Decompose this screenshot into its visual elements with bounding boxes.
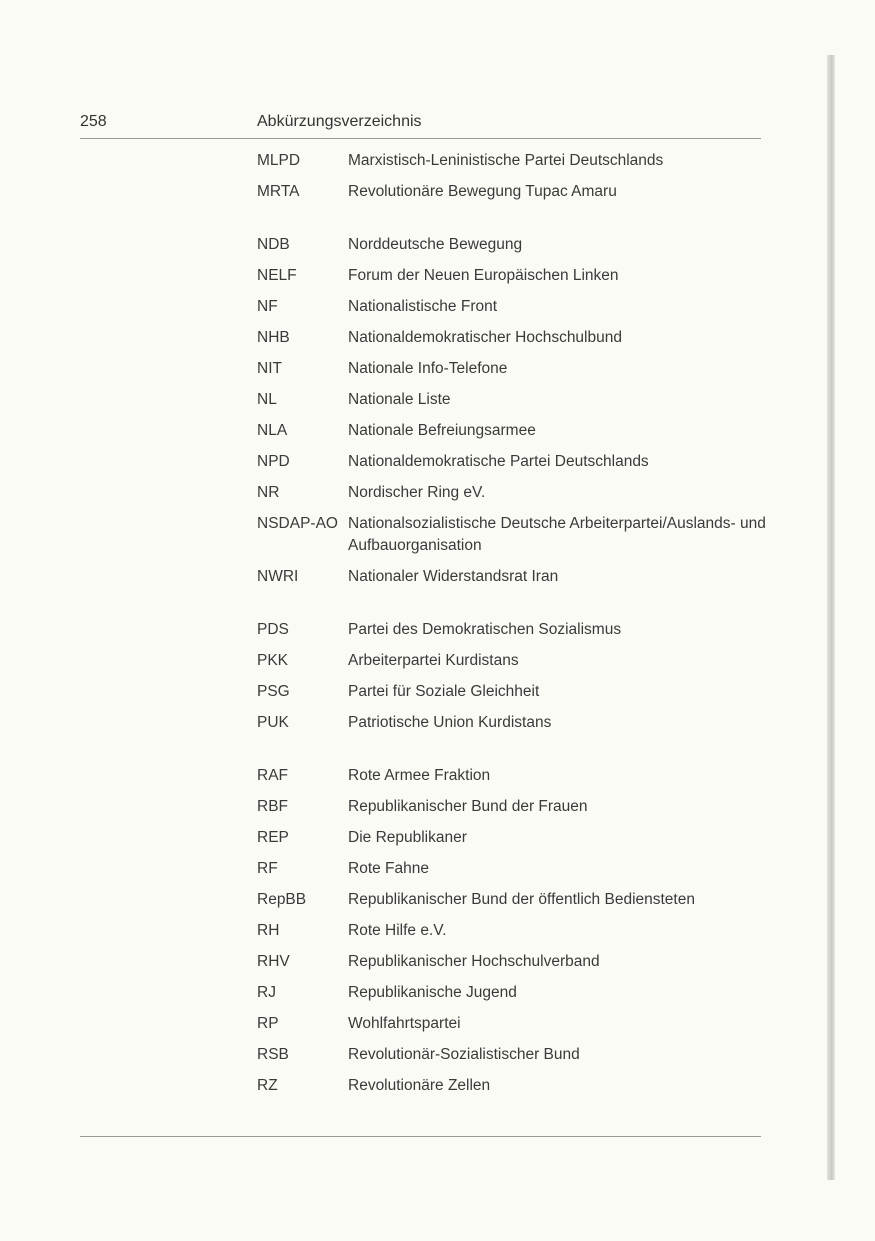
list-item — [257, 650, 777, 672]
definition: Nationaldemokratischer Hochschulbund — [348, 329, 622, 346]
list-item — [257, 181, 777, 203]
definition: Revolutionäre Zellen — [348, 1077, 491, 1094]
abbreviation: NR — [257, 484, 280, 501]
list-item — [257, 765, 777, 787]
definition: Nationalistische Front — [348, 298, 498, 315]
abbreviation: NLA — [257, 422, 288, 439]
definition: Nationale Befreiungsarmee — [348, 422, 536, 439]
abbreviation: PSG — [257, 683, 290, 700]
definition: Nordischer Ring eV. — [348, 484, 486, 501]
abbreviation: MLPD — [257, 152, 301, 169]
definition: Arbeiterpartei Kurdistans — [348, 652, 519, 669]
list-item — [257, 513, 777, 557]
abbreviation: NHB — [257, 329, 290, 346]
page-edge-shadow — [827, 55, 835, 1180]
definition: Republikanischer Bund der öffentlich Bediensteten — [348, 891, 695, 908]
abbreviation: NDB — [257, 236, 290, 253]
list-item — [257, 681, 777, 703]
list-item — [257, 827, 777, 849]
definition: Marxistisch-Leninistische Partei Deutschlands — [348, 152, 664, 169]
list-item — [257, 296, 777, 318]
definition: Revolutionäre Bewegung Tupac Amaru — [348, 183, 617, 200]
list-item — [257, 1013, 777, 1035]
list-item — [257, 889, 777, 911]
running-head: Abkürzungsverzeichnis — [257, 113, 422, 130]
list-item — [257, 327, 777, 349]
definition: Rote Hilfe e.V. — [348, 922, 447, 939]
abbreviation: RJ — [257, 984, 276, 1001]
abbreviation: NF — [257, 298, 278, 315]
definition: Forum der Neuen Europäischen Linken — [348, 267, 619, 284]
list-item — [257, 150, 777, 172]
header-rule — [80, 138, 761, 139]
abbreviation: RF — [257, 860, 278, 877]
list-item — [257, 1044, 777, 1066]
abbreviation: PUK — [257, 714, 289, 731]
abbreviation: RHV — [257, 953, 290, 970]
definition: Rote Armee Fraktion — [348, 767, 491, 784]
abbreviation: PDS — [257, 621, 289, 638]
list-item — [257, 234, 777, 256]
definition: Nationale Liste — [348, 391, 451, 408]
abbreviation: NELF — [257, 267, 297, 284]
abbreviation: RAF — [257, 767, 288, 784]
abbreviation: RP — [257, 1015, 279, 1032]
abbreviation: MRTA — [257, 183, 300, 200]
abbreviation: NL — [257, 391, 277, 408]
definition: Republikanische Jugend — [348, 984, 517, 1001]
list-item — [257, 358, 777, 380]
page-number: 258 — [80, 113, 107, 130]
definition: Partei für Soziale Gleichheit — [348, 683, 540, 700]
abbreviation: NWRI — [257, 568, 299, 585]
list-item — [257, 951, 777, 973]
abbreviation: PKK — [257, 652, 289, 669]
list-item — [257, 420, 777, 442]
list-item — [257, 265, 777, 287]
definition: Wohlfahrtspartei — [348, 1015, 461, 1032]
list-item — [257, 858, 777, 880]
list-item — [257, 389, 777, 411]
definition: Nationaldemokratische Partei Deutschlands — [348, 453, 649, 470]
list-item — [257, 712, 777, 734]
abbreviation: NSDAP-AO — [257, 515, 338, 532]
list-item — [257, 566, 777, 588]
definition: Republikanischer Hochschulverband — [348, 953, 600, 970]
definition: Rote Fahne — [348, 860, 429, 877]
list-item — [257, 982, 777, 1004]
footer-rule — [80, 1136, 761, 1137]
list-item — [257, 619, 777, 641]
definition: Norddeutsche Bewegung — [348, 236, 523, 253]
abbreviation: RZ — [257, 1077, 278, 1094]
abbreviation: RBF — [257, 798, 288, 815]
list-item — [257, 482, 777, 504]
definition: Die Republikaner — [348, 829, 467, 846]
definition: Nationale Info-Telefone — [348, 360, 508, 377]
abbreviation: RepBB — [257, 891, 307, 908]
abbreviation: NPD — [257, 453, 290, 470]
abbreviation: NIT — [257, 360, 282, 377]
abbreviation: RH — [257, 922, 280, 939]
definition: Nationalsozialistische Deutsche Arbeiterpartei/Auslands- und Aufbauorganisation — [348, 515, 766, 554]
definition: Partei des Demokratischen Sozialismus — [348, 621, 622, 638]
list-item — [257, 796, 777, 818]
definition: Nationaler Widerstandsrat Iran — [348, 568, 559, 585]
list-item — [257, 451, 777, 473]
definition: Republikanischer Bund der Frauen — [348, 798, 588, 815]
definition: Patriotische Union Kurdistans — [348, 714, 552, 731]
definition: Revolutionär-Sozialistischer Bund — [348, 1046, 580, 1063]
abbreviation: RSB — [257, 1046, 289, 1063]
list-item — [257, 1075, 777, 1097]
abbreviation: REP — [257, 829, 289, 846]
abbreviation-list — [257, 150, 777, 1106]
list-item — [257, 920, 777, 942]
